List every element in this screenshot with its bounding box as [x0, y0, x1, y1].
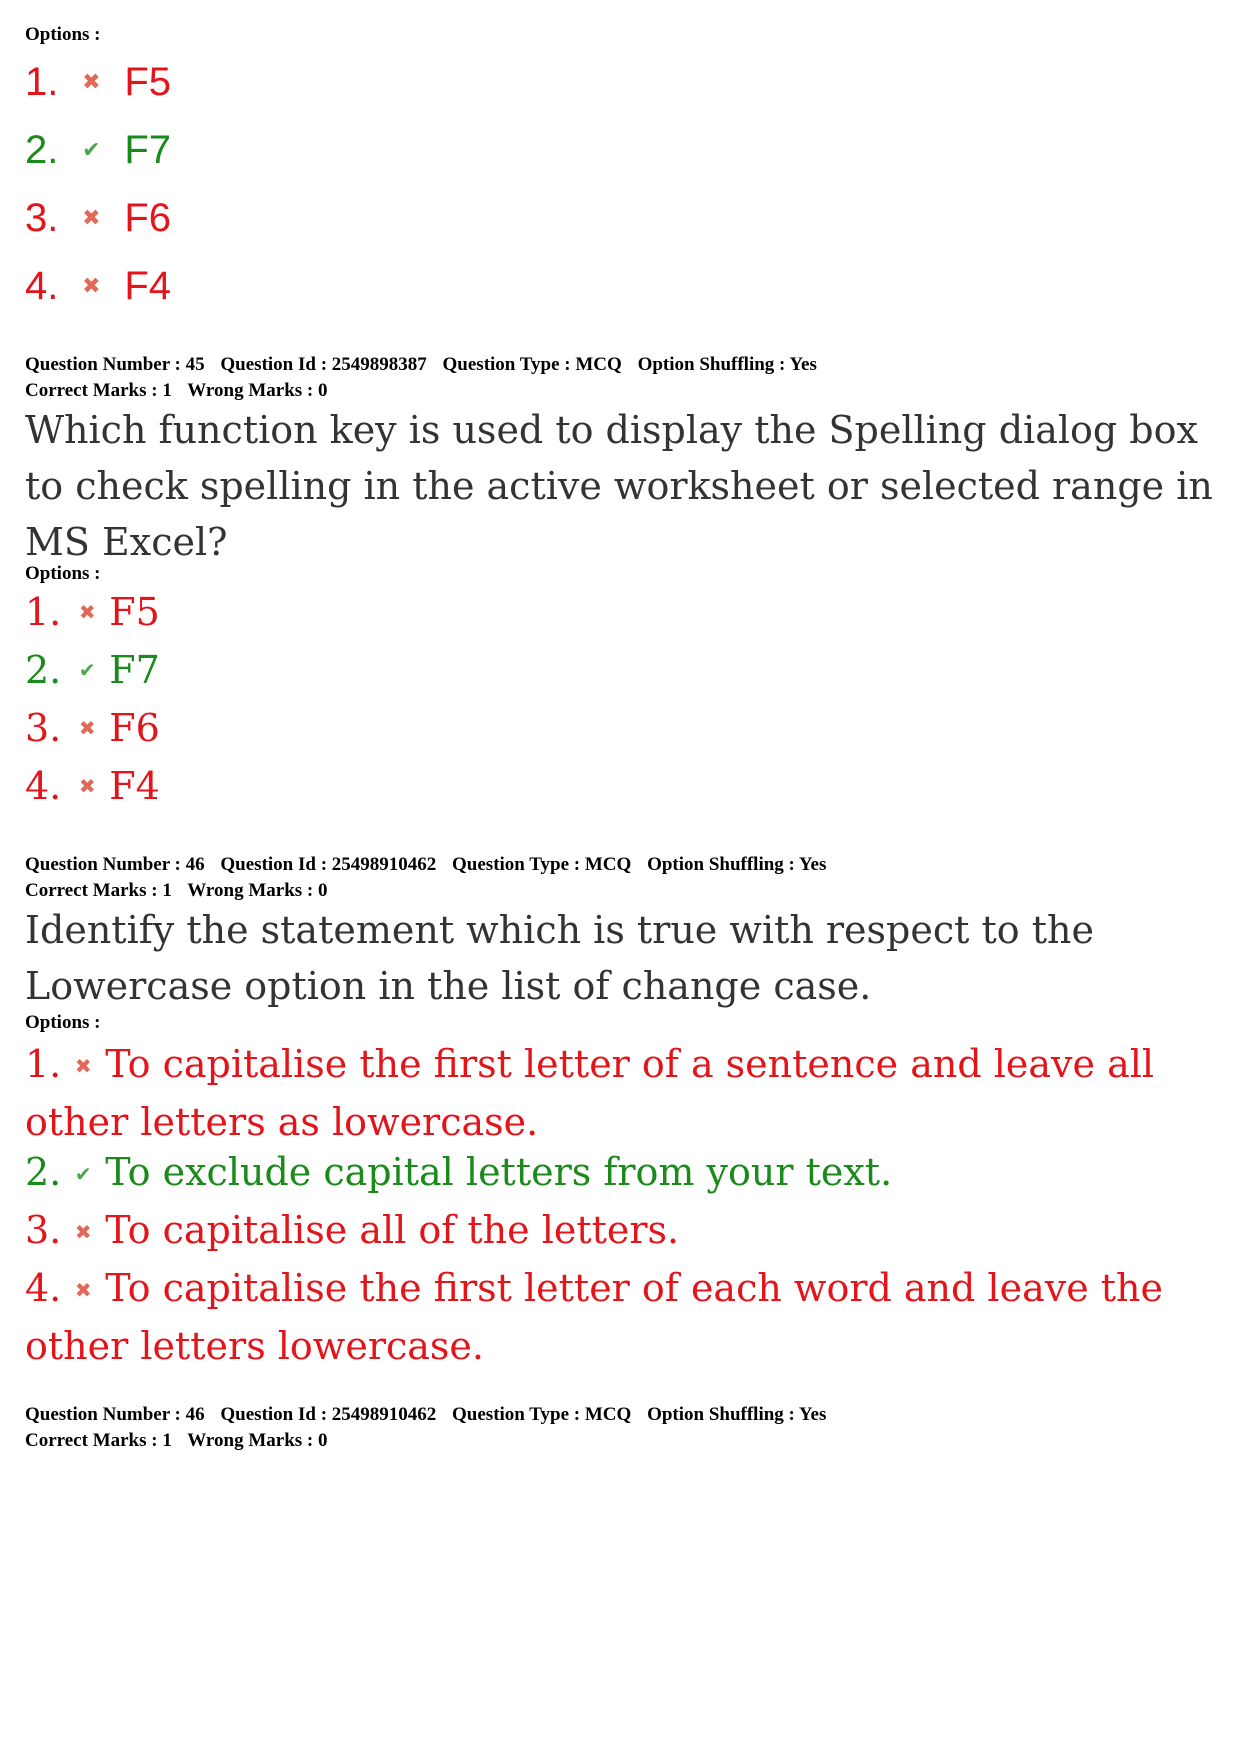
option-number: 4. [25, 1266, 62, 1310]
wrong-marks: Wrong Marks : 0 [187, 380, 328, 401]
option-2 [25, 648, 160, 692]
question-number: Question Number : 46 [25, 854, 205, 875]
option-text: To capitalise the first letter of each word and leave the other letters lowercase. [25, 1266, 1163, 1368]
option-4 [25, 1260, 1185, 1374]
option-number: 1. [25, 1042, 62, 1086]
correct-marks: Correct Marks : 1 [25, 1430, 172, 1451]
option-text: F4 [124, 264, 172, 308]
options-label: Options : [25, 24, 101, 45]
options-label: Options : [25, 563, 101, 584]
options-label: Options : [25, 1012, 101, 1033]
option-number: 2. [25, 648, 62, 692]
correct-marks: Correct Marks : 1 [25, 880, 172, 901]
x-icon: ✖ [82, 274, 101, 299]
x-icon: ✖ [82, 206, 101, 231]
question-type: Question Type : MCQ [442, 354, 622, 375]
check-icon: ✔ [74, 1162, 92, 1186]
option-text: To capitalise all of the letters. [105, 1208, 680, 1252]
x-icon: ✖ [78, 774, 96, 798]
x-icon: ✖ [74, 1278, 92, 1302]
option-text: F7 [124, 128, 172, 172]
option-4 [25, 264, 171, 309]
option-number: 3. [25, 1208, 62, 1252]
option-1 [25, 60, 171, 105]
option-1 [25, 590, 160, 634]
option-text: To capitalise the first letter of a sentence and leave all other letters as lowercase. [25, 1042, 1155, 1144]
wrong-marks: Wrong Marks : 0 [187, 1430, 328, 1451]
option-text: F6 [124, 196, 172, 240]
question-meta [25, 350, 828, 379]
option-3 [25, 706, 160, 750]
option-text: To exclude capital letters from your text. [105, 1150, 893, 1194]
option-text: F6 [109, 706, 160, 750]
question-number: Question Number : 46 [25, 1404, 205, 1425]
question-type: Question Type : MCQ [452, 854, 632, 875]
check-icon: ✔ [78, 658, 96, 682]
option-number: 4. [25, 764, 62, 808]
option-shuffling: Option Shuffling : Yes [637, 354, 817, 375]
question-meta [25, 1400, 837, 1429]
option-text: F5 [109, 590, 160, 634]
option-text: F4 [109, 764, 160, 808]
x-icon: ✖ [82, 70, 101, 95]
marks-meta [25, 376, 338, 405]
option-number: 3. [25, 196, 59, 240]
question-type: Question Type : MCQ [452, 1404, 632, 1425]
check-icon: ✔ [82, 138, 101, 163]
question-meta [25, 850, 837, 879]
x-icon: ✖ [74, 1220, 92, 1244]
x-icon: ✖ [78, 716, 96, 740]
option-number: 4. [25, 264, 59, 308]
option-number: 2. [25, 1150, 62, 1194]
option-shuffling: Option Shuffling : Yes [647, 1404, 827, 1425]
option-2 [25, 1144, 1225, 1202]
option-text: F5 [124, 60, 172, 104]
marks-meta [25, 876, 338, 905]
x-icon: ✖ [74, 1054, 92, 1078]
question-number: Question Number : 45 [25, 354, 205, 375]
option-3 [25, 196, 171, 241]
question-id: Question Id : 25498910462 [220, 854, 437, 875]
option-number: 1. [25, 60, 59, 104]
option-number: 3. [25, 706, 62, 750]
wrong-marks: Wrong Marks : 0 [187, 880, 328, 901]
option-4 [25, 764, 160, 808]
marks-meta [25, 1426, 338, 1455]
option-1 [25, 1036, 1165, 1150]
question-text: Identify the statement which is true with respect to the Lowercase option in the list of change case. [25, 908, 1094, 1008]
option-shuffling: Option Shuffling : Yes [647, 854, 827, 875]
x-icon: ✖ [78, 600, 96, 624]
question-id: Question Id : 25498910462 [220, 1404, 437, 1425]
option-number: 2. [25, 128, 59, 172]
question-id: Question Id : 2549898387 [220, 354, 427, 375]
question-text: Which function key is used to display the Spelling dialog box to check spelling in the active worksheet or selected range in MS Excel? [25, 408, 1213, 564]
correct-marks: Correct Marks : 1 [25, 380, 172, 401]
option-2 [25, 128, 171, 173]
option-3 [25, 1202, 1225, 1260]
option-number: 1. [25, 590, 62, 634]
option-text: F7 [109, 648, 160, 692]
